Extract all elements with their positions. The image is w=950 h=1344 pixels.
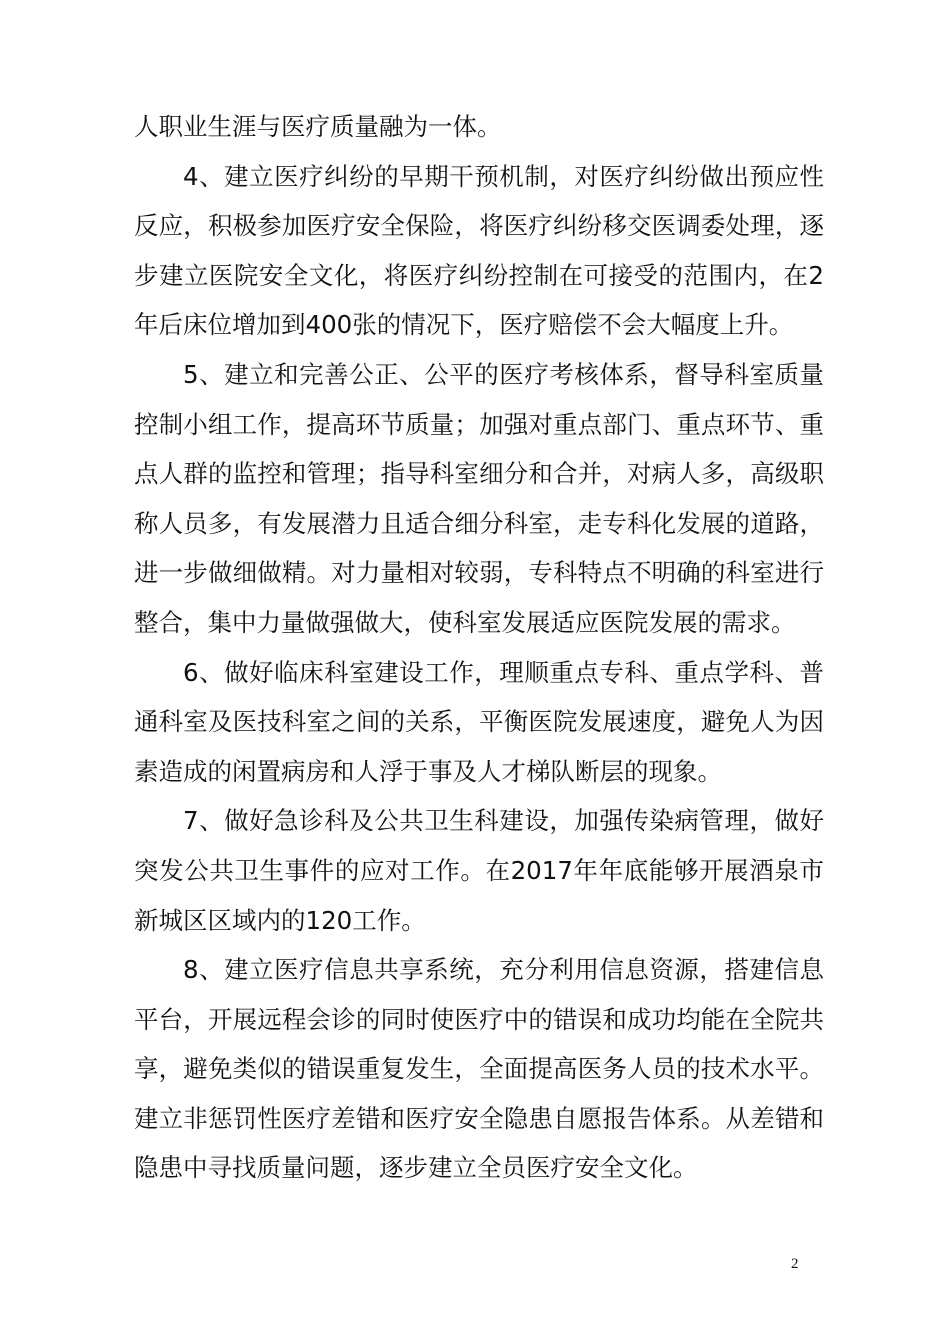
page-number: 2: [791, 1256, 799, 1272]
paragraph-item-6: 6、做好临床科室建设工作，理顺重点专科、重点学科、普通科室及医技科室之间的关系，平衡医院发展速度，避免人为因素造成的闲置病房和人浮于事及人才梯队断层的现象。: [134, 657, 824, 786]
paragraph-continuation: 人职业生涯与医疗质量融为一体。: [134, 112, 502, 141]
paragraph-item-8: 8、建立医疗信息共享系统，充分利用信息资源，搭建信息平台，开展远程会诊的同时使医疗中的错误和成功均能在全院共享，避免类似的错误重复发生，全面提高医务人员的技术水平。建立非惩罚性医疗差错和医疗安全隐患自愿报告体系。从差错和隐患中寻找质量问题，逐步建立全员医疗安全文化。: [134, 955, 824, 1183]
paragraph-item-4: 4、建立医疗纠纷的早期干预机制，对医疗纠纷做出预应性反应，积极参加医疗安全保险，将医疗纠纷移交医调委处理，逐步建立医院安全文化，将医疗纠纷控制在可接受的范围内，在2年后床位增加到400张的情况下，医疗赔偿不会大幅度上升。: [134, 161, 824, 340]
paragraph-item-7: 7、做好急诊科及公共卫生科建设，加强传染病管理，做好突发公共卫生事件的应对工作。在2017年年底能够开展酒泉市新城区区域内的120工作。: [134, 806, 824, 935]
document-body: [134, 102, 824, 1193]
paragraph-item-5: 5、建立和完善公正、公平的医疗考核体系，督导科室质量控制小组工作，提高环节质量；加强对重点部门、重点环节、重点人群的监控和管理；指导科室细分和合并，对病人多，高级职称人员多，有发展潜力且适合细分科室，走专科化发展的道路，进一步做细做精。对力量相对较弱，专科特点不明确的科室进行整合，集中力量做强做大，使科室发展适应医院发展的需求。: [134, 359, 824, 637]
